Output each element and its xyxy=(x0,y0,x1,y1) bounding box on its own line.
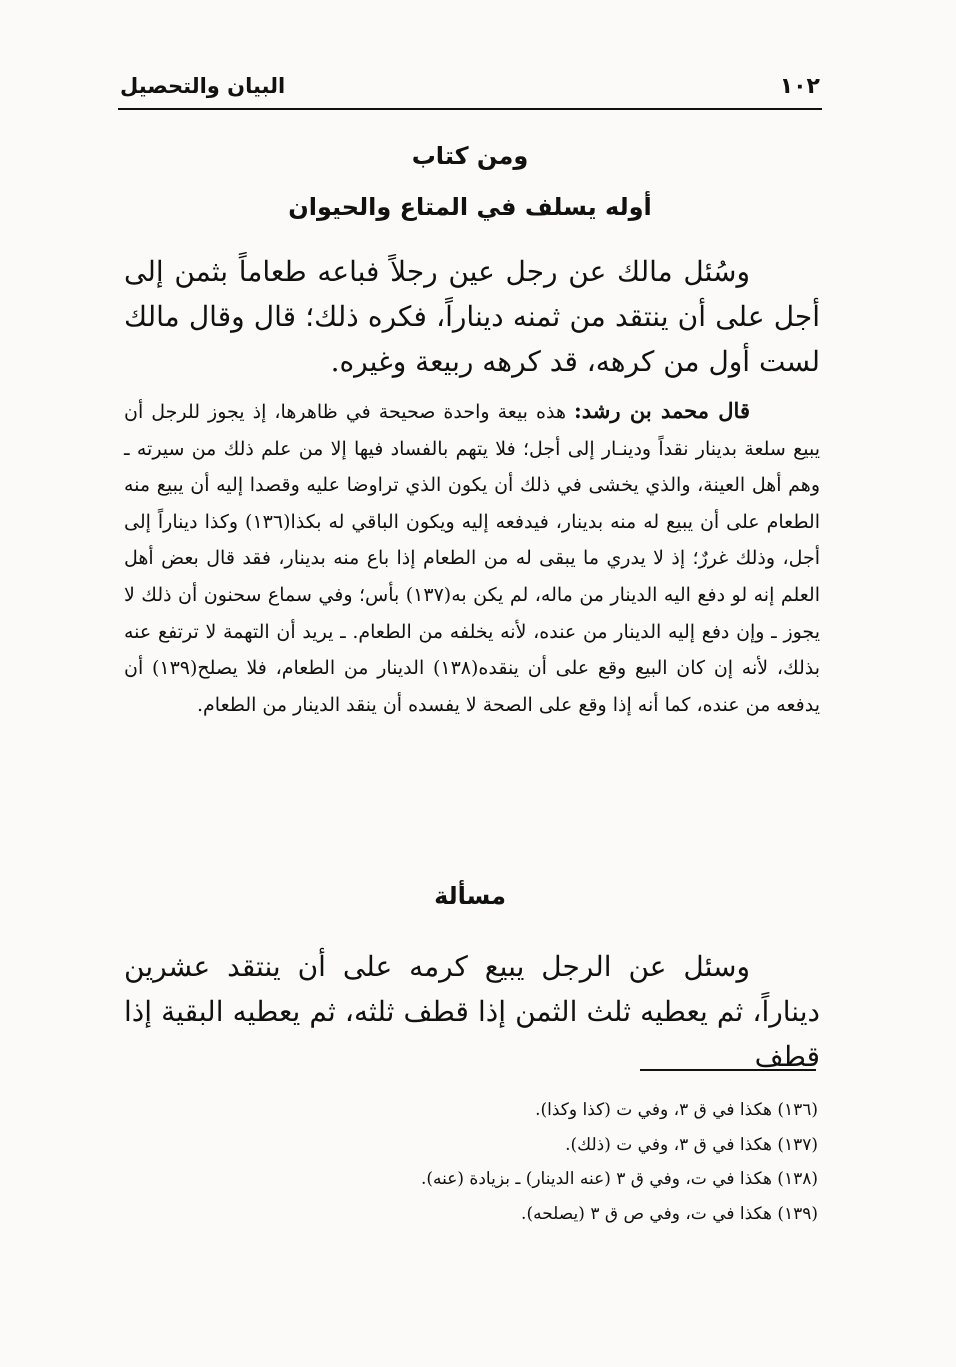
footnote: (١٣٧) هكذا في ق ٣، وفي ت (ذلك). xyxy=(565,1134,818,1155)
header-rule xyxy=(118,108,822,110)
section-subheading: أوله يسلف في المتاع والحيوان xyxy=(288,193,652,221)
masala-paragraph xyxy=(124,944,820,1079)
page-number: ١٠٢ xyxy=(779,74,820,99)
footnote: (١٣٩) هكذا في ت، وفي ص ق ٣ (يصلحه). xyxy=(521,1203,818,1224)
footnote-separator xyxy=(640,1069,816,1071)
running-title: البيان والتحصيل xyxy=(120,74,286,98)
masala-heading: مسألة xyxy=(434,882,506,910)
commentary-speaker: قال محمد بن رشد: xyxy=(574,398,750,423)
footnote: (١٣٦) هكذا في ق ٣، وفي ت (كذا وكذا). xyxy=(535,1100,818,1120)
masala-text: وسئل عن الرجل يبيع كرمه على أن ينتقد عشرين ديناراً، ثم يعطيه ثلث الثمن إذا قطف ثلثه، ثم يعطيه البقية إذا قطف xyxy=(124,950,820,1073)
commentary-paragraph xyxy=(124,393,820,723)
section-heading: ومن كتاب xyxy=(411,142,529,170)
question-text: وسُئل مالك عن رجل عين رجلاً فباعه طعاماً بثمن إلى أجل على أن ينتقد من ثمنه ديناراً، فكره ذلك؛ قال وقال مالك لست أول من كرهه، قد كرهه ربيعة وغيره. xyxy=(124,255,820,378)
footnotes-list xyxy=(258,1093,818,1231)
question-paragraph xyxy=(124,249,820,384)
commentary-text: هذه بيعة واحدة صحيحة في ظاهرها، إذ يجوز للرجل أن يبيع سلعة بدينار نقداً ودينـار إلى أجل؛ فلا يتهم بالفساد فيها إلا من علم ذلك من سيرته ـ وهم أهل العينة، والذي يخشى في ذلك أن يكون الذي تراوضا عليه وقصدا إليه أن يبيع منه الطعام على أن يبيع له منه بدينار، فيدفعه إليه ويكون الباقي له بكذا(١٣٦) وكذا ديناراً إلى أجل، وذلك غررٌ؛ إذ لا يدري ما يبقى له من الطعام إذا باع منه بدينار، فقد قال بعض أهل العلم إنه لو دفع اليه الدينار من ماله، لم يكن به(١٣٧) بأس؛ وفي سماع سحنون أن ذلك لا يجوز ـ وإن دفع إليه الدينار من عنده، لأنه يخلفه من الطعام. ـ يريد أن التهمة لا ترتفع عنه بذلك، لأنه إن كان البيع وقع على أن ينقده(١٣٨) الدينار من الطعام، فلا يصلح(١٣٩) أن يدفعه من عنده، كما أنه إذا وقع على الصحة لا يفسده أن ينقد الدينار من الطعام. xyxy=(124,401,821,716)
footnote: (١٣٨) هكذا في ت، وفي ق ٣ (عنه الدينار) ـ بزيادة (عنه). xyxy=(420,1169,818,1189)
